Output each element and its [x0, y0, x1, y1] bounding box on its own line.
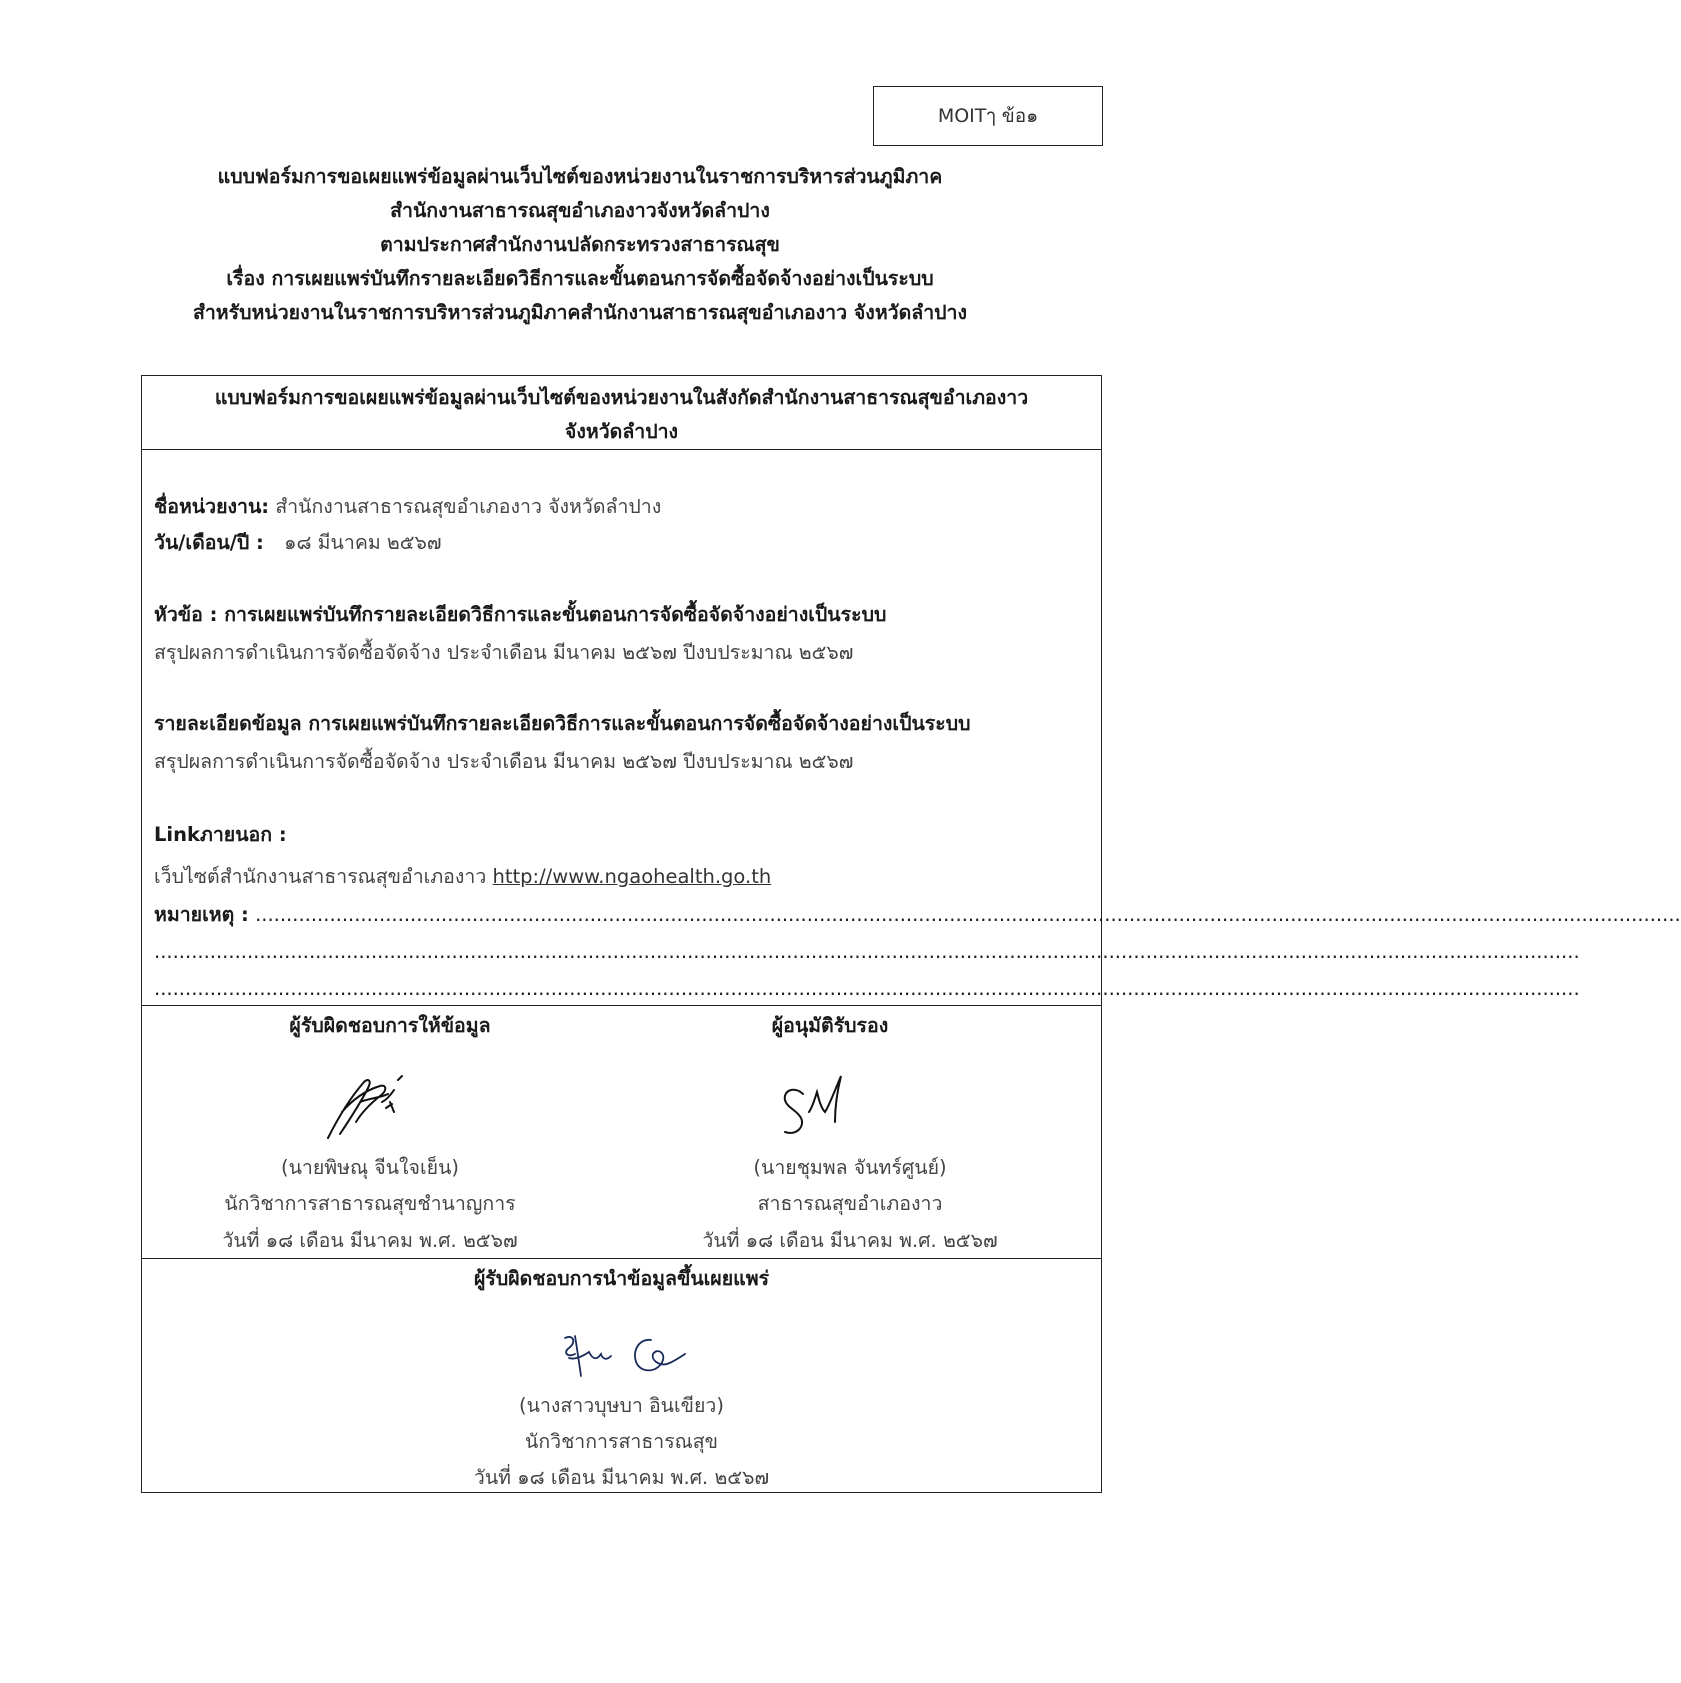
external-link-label: Linkภายนอก :: [154, 823, 287, 846]
form-title-line-2: จังหวัดลำปาง: [564, 420, 679, 443]
right-signature: [775, 1072, 855, 1140]
right-signer-date: วันที่ ๑๘ เดือน มีนาคม พ.ศ. ๒๕๖๗: [702, 1229, 998, 1252]
unit-row: [154, 494, 661, 520]
topic-value: สรุปผลการดำเนินการจัดซื้อจัดจ้าง ประจำเดือน มีนาคม ๒๕๖๗ ปีงบประมาณ ๒๕๖๗: [154, 641, 854, 664]
publisher-name: (นางสาวบุษบา อินเขียว): [519, 1394, 724, 1417]
note-dots-2: ......................................................................................................................................................................................................................................: [154, 940, 1580, 963]
left-signer-position: นักวิชาการสาธารณสุขชำนาญการ: [224, 1192, 516, 1215]
external-link-row: [154, 864, 771, 890]
left-signer-heading: ผู้รับผิดชอบการให้ข้อมูล: [289, 1014, 491, 1037]
right-signer-heading: ผู้อนุมัติรับรอง: [771, 1014, 889, 1037]
right-signer-name: (นายชุมพล จันทร์ศูนย์): [753, 1156, 947, 1179]
document-heading: [60, 160, 1100, 330]
right-signer-position: สาธารณสุขอำเภองาว: [757, 1192, 943, 1215]
publisher-signature: [555, 1330, 705, 1386]
publisher-position: นักวิชาการสาธารณสุข: [524, 1430, 718, 1453]
detail-value: สรุปผลการดำเนินการจัดซื้อจัดจ้าง ประจำเดือน มีนาคม ๒๕๖๗ ปีงบประมาณ ๒๕๖๗: [154, 750, 854, 773]
note-dots-1: ......................................................................................................................................................................................................................................: [255, 903, 1681, 926]
heading-line-3: ตามประกาศสำนักงานปลัดกระทรวงสาธารณสุข: [380, 233, 780, 256]
left-signer-name: (นายพิษณุ จีนใจเย็น): [280, 1156, 460, 1179]
heading-line-1: แบบฟอร์มการขอเผยแพร่ข้อมูลผ่านเว็บไซต์ของหน่วยงานในราชการบริหารส่วนภูมิภาค: [217, 165, 943, 188]
publisher-heading: ผู้รับผิดชอบการนำข้อมูลขึ้นเผยแพร่: [473, 1267, 770, 1290]
note-label: หมายเหตุ :: [154, 903, 249, 926]
document-code-box: [873, 86, 1103, 146]
external-link-prefix: เว็บไซต์สำนักงานสาธารณสุขอำเภองาว: [154, 865, 487, 888]
form-title-line-1: แบบฟอร์มการขอเผยแพร่ข้อมูลผ่านเว็บไซต์ของหน่วยงานในสังกัดสำนักงานสาธารณสุขอำเภองาว: [214, 386, 1029, 409]
topic-label: หัวข้อ : การเผยแพร่บันทึกรายละเอียดวิธีการและขั้นตอนการจัดซื้อจัดจ้างอย่างเป็นระบบ: [154, 603, 887, 626]
divider-publisher: [141, 1258, 1102, 1259]
unit-value: สำนักงานสาธารณสุขอำเภองาว จังหวัดลำปาง: [275, 495, 662, 518]
left-signature: [320, 1072, 420, 1144]
heading-line-4: เรื่อง การเผยแพร่บันทึกรายละเอียดวิธีการและขั้นตอนการจัดซื้อจัดจ้างอย่างเป็นระบบ: [226, 267, 934, 290]
detail-label: รายละเอียดข้อมูล การเผยแพร่บันทึกรายละเอียดวิธีการและขั้นตอนการจัดซื้อจัดจ้างอย่างเป็นระบบ: [154, 712, 971, 735]
website-link[interactable]: http://www.ngaohealth.go.th: [492, 865, 772, 888]
divider-title: [141, 449, 1102, 450]
publisher-date: วันที่ ๑๘ เดือน มีนาคม พ.ศ. ๒๕๖๗: [473, 1466, 770, 1489]
date-value: ๑๘ มีนาคม ๒๕๖๗: [284, 531, 442, 554]
divider-signatures: [141, 1005, 1102, 1006]
document-code: MOITๅ ข้อ๑: [937, 105, 1039, 127]
note-dots-3: ......................................................................................................................................................................................................................................: [154, 977, 1580, 1000]
unit-label: ชื่อหน่วยงาน:: [154, 495, 270, 518]
heading-line-2: สำนักงานสาธารณสุขอำเภองาวจังหวัดลำปาง: [390, 199, 770, 222]
date-row: [154, 530, 442, 556]
note-row: [154, 902, 1681, 928]
date-label: วัน/เดือน/ปี :: [154, 531, 264, 554]
left-signer-date: วันที่ ๑๘ เดือน มีนาคม พ.ศ. ๒๕๖๗: [222, 1229, 518, 1252]
heading-line-5: สำหรับหน่วยงานในราชการบริหารส่วนภูมิภาคสำนักงานสาธารณสุขอำเภองาว จังหวัดลำปาง: [192, 301, 968, 324]
